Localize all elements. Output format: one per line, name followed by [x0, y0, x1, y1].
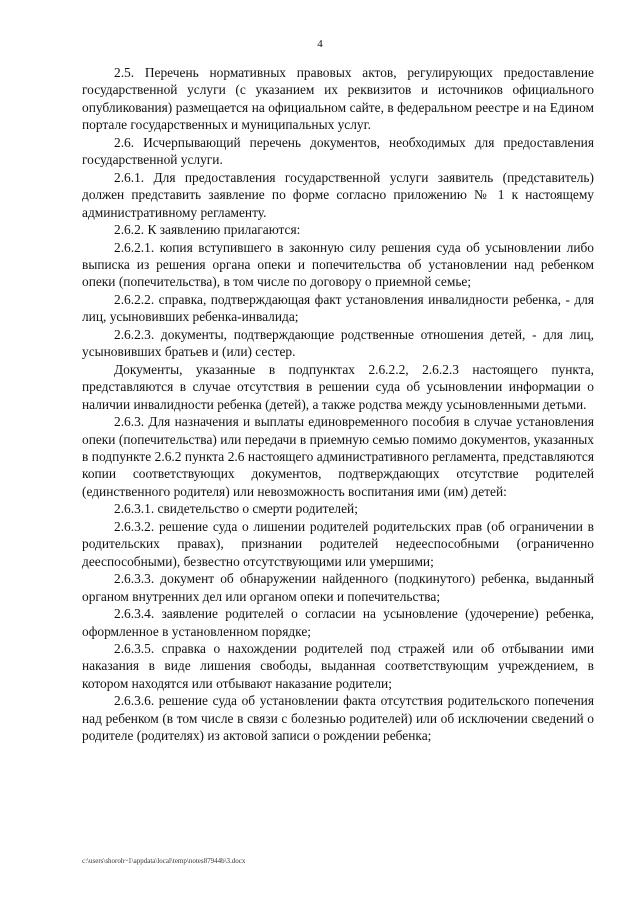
paragraph-2-6-2: 2.6.2. К заявлению прилагаются: — [114, 222, 301, 238]
paragraph-2-6-3-2: 2.6.3.2. решение суда о лишении родителей родительских прав (об ограничении в родительских правах), признании родителей недееспособными (ограниченно дееспособными), безвестно отсутствующими или умершими; — [82, 518, 594, 569]
paragraph-2-6-2-1: 2.6.2.1. копия вступившего в законную силу решения суда об усыновлении либо выписка из решения органа опеки и попечительства об установлении над ребенком опеки (попечительства), в том числе по договору о приемной семье; — [82, 239, 594, 290]
paragraph-2-6-3-3: 2.6.3.3. документ об обнаружении найденного (подкинутого) ребенка, выданный органом внутренних дел или органом опеки и попечительства; — [82, 571, 594, 604]
footer-file-path: c:\users\shoroh~1\appdata\local\temp\notes87944b\3.docx — [82, 857, 246, 865]
paragraph-2-6: 2.6. Исчерпывающий перечень документов, необходимых для предоставления государственной услуги. — [82, 134, 594, 168]
paragraph-2-5: 2.5. Перечень нормативных правовых актов, регулирующих предоставление государственной услуги (с указанием их реквизитов и источников официального опубликования) размещается на официальном сайте, в федеральном реестре и на Едином портале государственных и муниципальных услуг. — [82, 65, 594, 133]
paragraph-2-6-3-1: 2.6.3.1. свидетельство о смерти родителей; — [114, 501, 358, 517]
paragraph-2-6-3-5: 2.6.3.5. справка о нахождении родителей под стражей или об отбывании ими наказания в виде лишения свободы, выданная соответствующим учреждением, в котором находятся или отбывают наказание родители; — [82, 640, 594, 691]
document-body — [82, 64, 594, 745]
paragraph-documents-note: Документы, указанные в подпунктах 2.6.2.2, 2.6.2.3 настоящего пункта, представляются в случае отсутствия в решении суда об усыновлении информации о наличии инвалидности ребенка (детей), а также родства между усыновленными детьми. — [82, 361, 594, 412]
paragraph-2-6-3-6: 2.6.3.6. решение суда об установлении факта отсутствия родительского попечения над ребенком (в том числе в связи с болезнью родителей) или об исключении сведений о родителе (родителях) из актовой записи о рождении ребенка; — [82, 693, 594, 744]
paragraph-2-6-3-4: 2.6.3.4. заявление родителей о согласии на усыновление (удочерение) ребенка, оформленное в установленном порядке; — [82, 606, 594, 639]
page-number: 4 — [317, 38, 323, 50]
paragraph-2-6-2-2: 2.6.2.2. справка, подтверждающая факт установления инвалидности ребенка, - для лиц, усыновивших ребенка-инвалида; — [82, 291, 594, 325]
paragraph-2-6-1: 2.6.1. Для предоставления государственной услуги заявитель (представитель) должен представить заявление по форме согласно приложению № 1 к настоящему административному регламенту. — [82, 169, 594, 220]
paragraph-2-6-3: 2.6.3. Для назначения и выплаты единовременного пособия в случае установления опеки (попечительства) или передачи в приемную семью помимо документов, указанных в подпункте 2.6.2 пункта 2.6 настоящего административного регламента, представляются копии соответствующих документов, подтверждающих отсутствие родителей (единственного родителя) или невозможность воспитания ими (им) детей: — [82, 414, 594, 499]
paragraph-2-6-2-3: 2.6.2.3. документы, подтверждающие родственные отношения детей, - для лиц, усыновивших братьев и (или) сестер. — [82, 326, 594, 360]
